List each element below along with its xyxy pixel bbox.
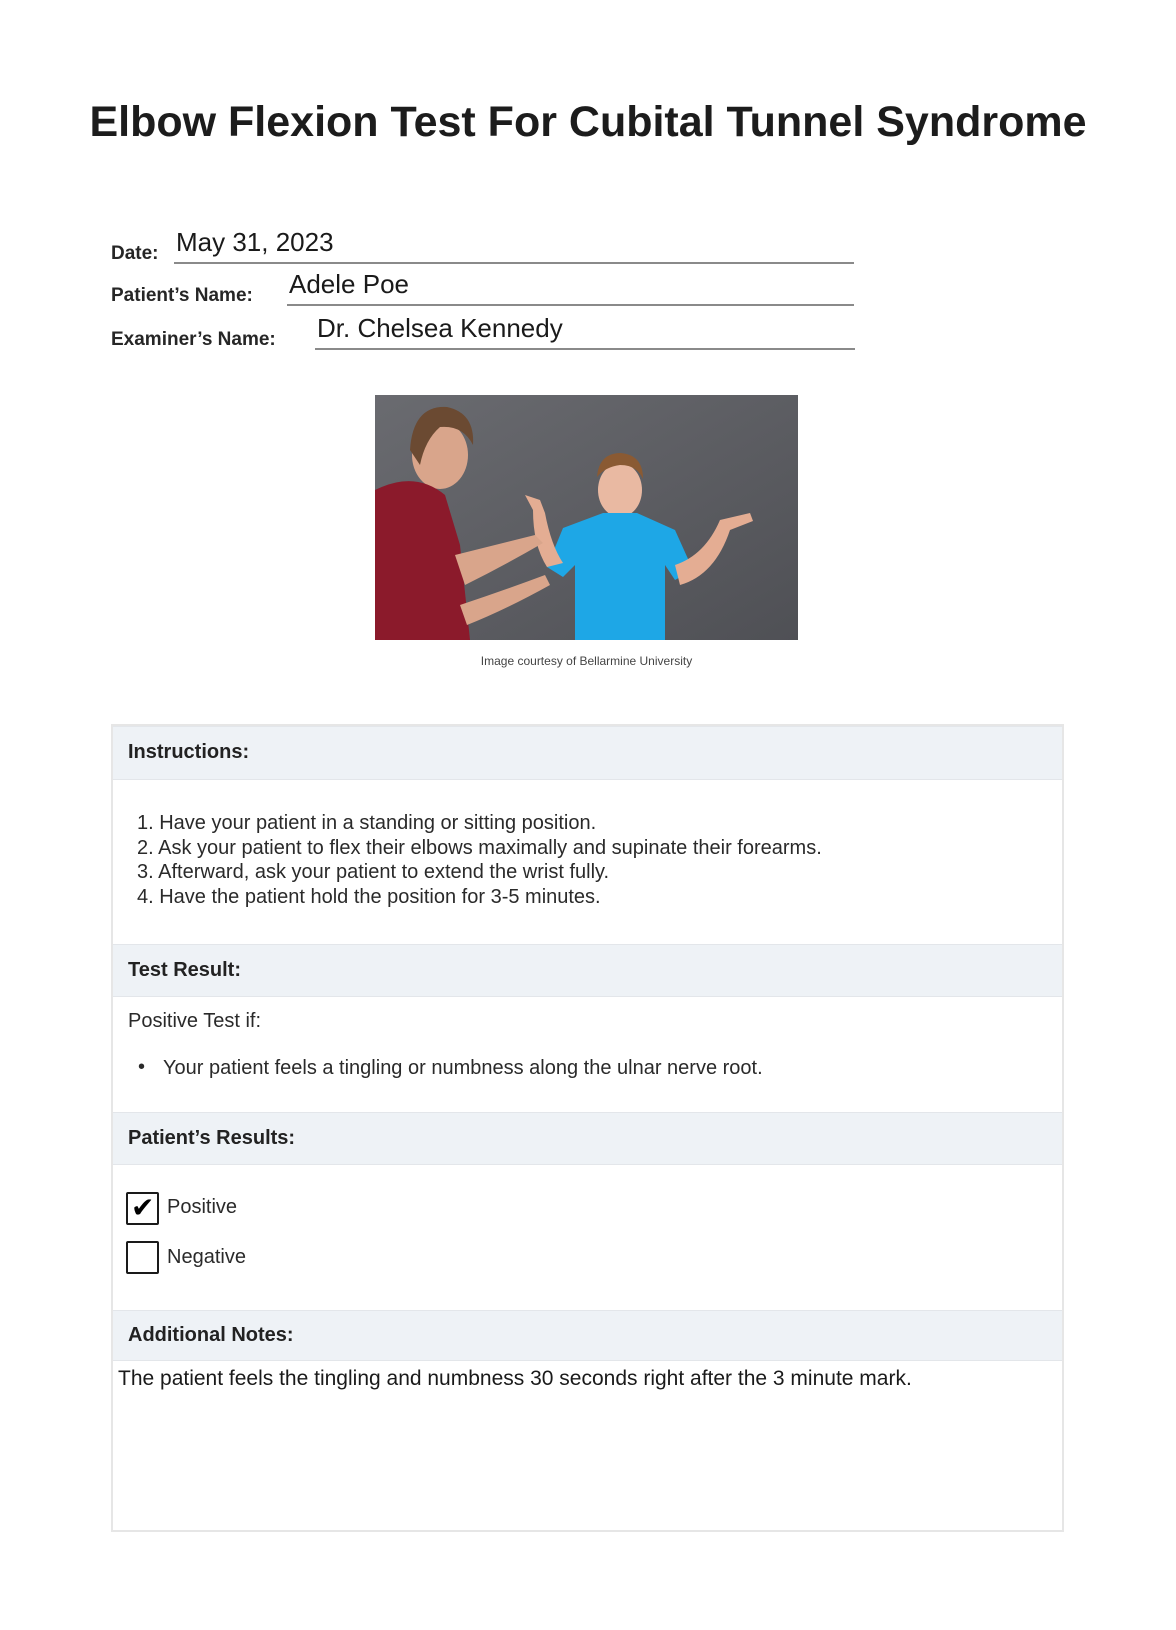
instruction-item: 3. Afterward, ask your patient to extend the wrist fully. xyxy=(137,861,610,883)
patient-results-header xyxy=(113,1112,1062,1165)
date-label: Date: xyxy=(111,243,159,264)
examiner-name-underline xyxy=(315,348,855,350)
examiner-name-field xyxy=(111,310,856,350)
patient-results-heading: Patient’s Results: xyxy=(128,1127,296,1149)
instruction-item: 4. Have the patient hold the position for 3-5 minutes. xyxy=(137,885,601,908)
positive-option-label: Positive xyxy=(167,1196,238,1218)
test-result-heading: Test Result: xyxy=(128,959,241,981)
elbow-flexion-photo xyxy=(375,395,798,640)
examiner-name-label: Examiner’s Name: xyxy=(111,329,276,350)
photo-caption: Image courtesy of Bellarmine University xyxy=(480,654,693,668)
instruction-item: 2. Ask your patient to flex their elbows maximally and supinate their forearms. xyxy=(137,836,822,859)
positive-checkbox[interactable] xyxy=(126,1192,159,1225)
additional-notes-heading: Additional Notes: xyxy=(128,1324,294,1346)
patient-name-underline xyxy=(287,304,854,306)
test-form-card xyxy=(111,724,1064,1532)
additional-notes-text[interactable]: The patient feels the tingling and numbness 30 seconds right after the 3 minute mark. xyxy=(118,1367,912,1390)
negative-option-label: Negative xyxy=(167,1246,246,1268)
positive-test-criterion: Your patient feels a tingling or numbness along the ulnar nerve root. xyxy=(163,1057,763,1079)
instructions-header xyxy=(113,726,1062,780)
bullet-icon: • xyxy=(138,1056,146,1078)
patient-name-label: Patient’s Name: xyxy=(111,285,253,306)
additional-notes-header xyxy=(113,1310,1062,1361)
patient-name-field xyxy=(111,266,856,306)
date-underline xyxy=(174,262,854,264)
photo-illustration xyxy=(375,395,798,640)
page-title: Elbow Flexion Test For Cubital Tunnel Syndrome xyxy=(89,98,1087,146)
date-field xyxy=(111,224,856,264)
checkmark-icon: ✔ xyxy=(131,1192,155,1223)
examiner-name-value[interactable]: Dr. Chelsea Kennedy xyxy=(317,313,563,343)
positive-test-intro: Positive Test if: xyxy=(128,1010,262,1032)
instructions-list xyxy=(137,811,822,909)
instructions-heading: Instructions: xyxy=(128,741,250,763)
test-result-header xyxy=(113,944,1062,997)
patient-name-value[interactable]: Adele Poe xyxy=(289,269,409,299)
instruction-item: 1. Have your patient in a standing or sitting position. xyxy=(137,812,597,834)
negative-checkbox[interactable] xyxy=(126,1241,159,1274)
date-value[interactable]: May 31, 2023 xyxy=(176,227,334,257)
